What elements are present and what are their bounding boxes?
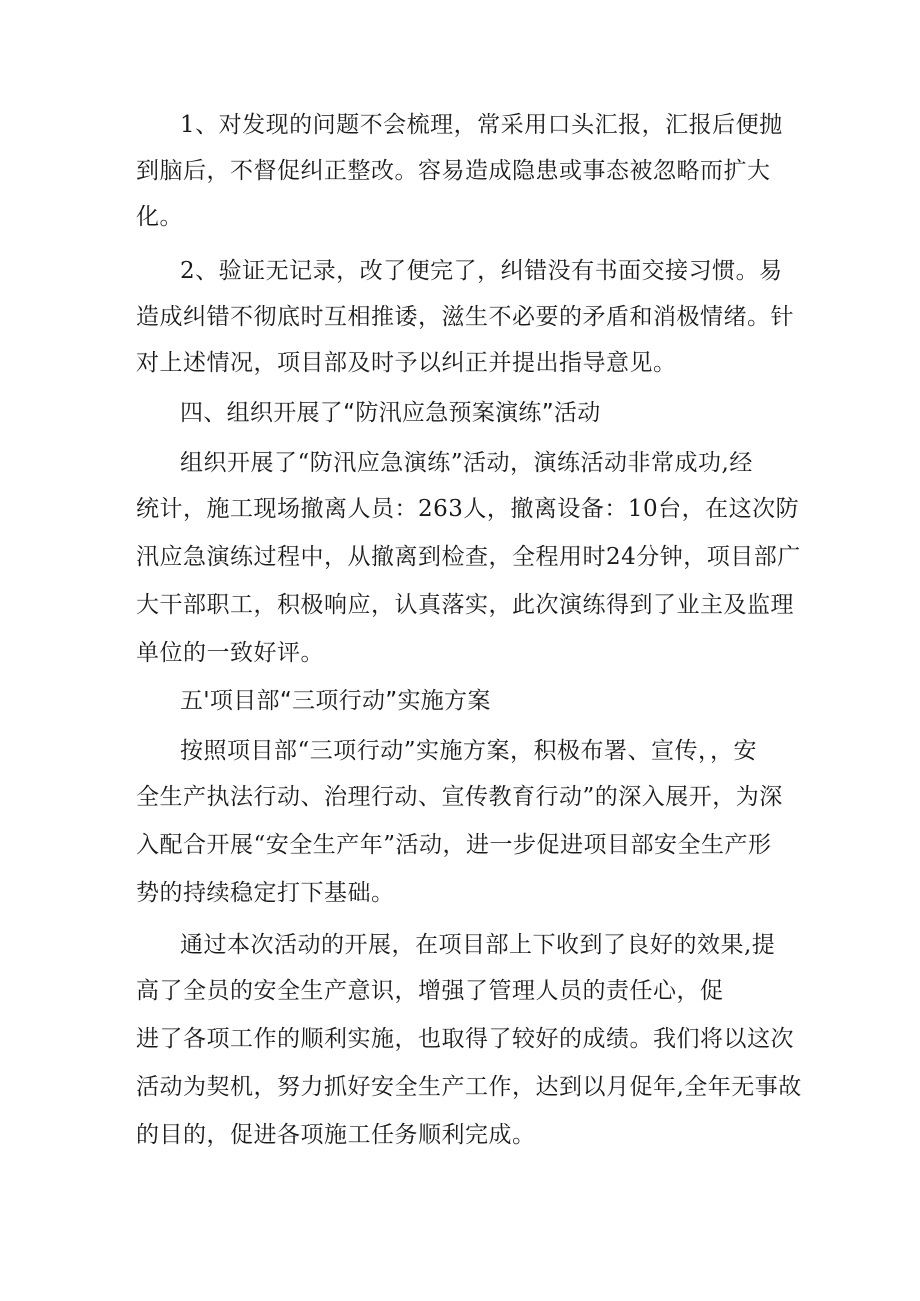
paragraph-4-line-4: 势的持续稳定打下基础。 (136, 880, 395, 906)
section-heading-4: 四、组织开展了“防汛应急预案演练”活动 (180, 400, 601, 426)
paragraph-4-line-2: 全生产执法行动、治理行动、宣传教育行动”的深入展开，为深 (136, 784, 783, 810)
paragraph-5-line-4: 活动为契机，努力抓好安全生产工作，达到以月促年,全年无事故 (136, 1074, 802, 1100)
paragraph-1-line-3: 化。 (136, 204, 183, 230)
paragraph-2-line-2: 造成纠错不彻底时互相推诿，滋生不必要的矛盾和消极情绪。针 (136, 304, 794, 330)
paragraph-5-line-1: 通过本次活动的开展，在项目部上下收到了良好的效果,提 (180, 932, 776, 958)
paragraph-5-line-3: 进了各项工作的顺利实施，也取得了较好的成绩。我们将以这次 (136, 1026, 794, 1052)
paragraph-3-line-3: 汛应急演练过程中，从撤离到检查，全程用时24分钟，项目部广 (136, 544, 801, 570)
paragraph-3-line-1: 组织开展了“防汛应急演练”活动，演练活动非常成功,经 (180, 450, 753, 476)
paragraph-1-line-1: 1、对发现的问题不会梳理，常采用口头汇报，汇报后便抛 (180, 112, 783, 138)
paragraph-3-line-2: 统计，施工现场撤离人员：263人，撤离设备：10台，在这次防 (136, 496, 800, 522)
paragraph-2-line-3: 对上述情况，项目部及时予以纠正并提出指导意见。 (136, 350, 677, 376)
paragraph-1-line-2: 到脑后，不督促纠正整改。容易造成隐患或事态被忽略而扩大 (136, 158, 771, 184)
section-heading-5: 五'项目部“三项行动”实施方案 (180, 688, 491, 714)
paragraph-4-line-1: 按照项目部“三项行动”实施方案，积极布署、宣传，，安 (180, 738, 758, 764)
paragraph-5-line-5: 的目的，促进各项施工任务顺利完成。 (136, 1122, 536, 1148)
paragraph-3-line-5: 单位的一致好评。 (136, 640, 324, 666)
paragraph-5-line-2: 高了全员的安全生产意识，增强了管理人员的责任心，促 (136, 978, 724, 1004)
paragraph-3-line-4: 大干部职工，积极响应，认真落实，此次演练得到了业主及监理 (136, 592, 794, 618)
paragraph-2-line-1: 2、验证无记录，改了便完了，纠错没有书面交接习惯。易 (180, 258, 783, 284)
paragraph-4-line-3: 入配合开展“安全生产年”活动，进一步促进项目部安全生产形 (136, 832, 772, 858)
